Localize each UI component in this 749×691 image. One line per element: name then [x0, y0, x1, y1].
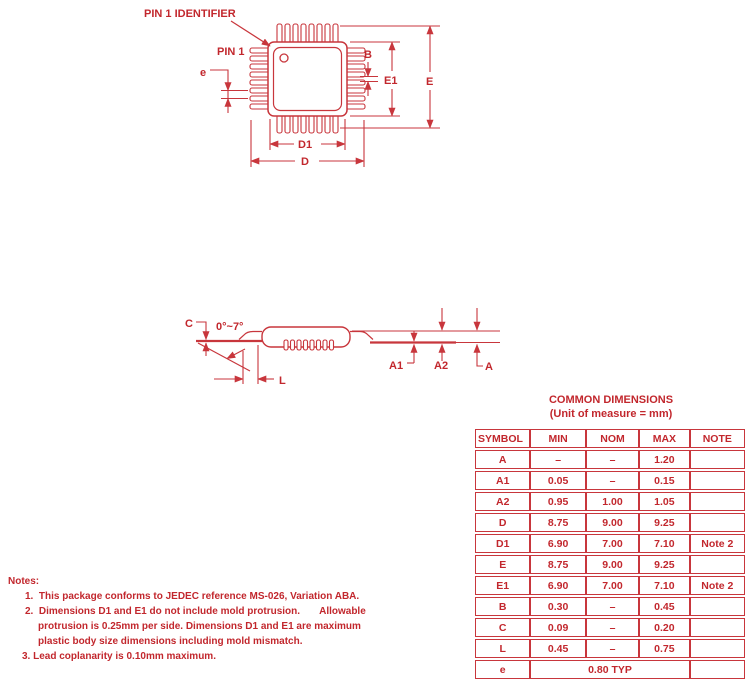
table-header-row — [475, 429, 745, 448]
package-body-outline — [268, 42, 347, 116]
cell-nom: – — [586, 450, 639, 469]
cell-symbol: E1 — [475, 576, 530, 595]
header-min: MIN — [530, 429, 585, 448]
cell-nom: 9.00 — [586, 555, 639, 574]
cell-symbol: A2 — [475, 492, 530, 511]
cell-min: 0.45 — [530, 639, 585, 658]
dimension-a-label: A — [485, 361, 493, 373]
pin1-identifier-dot — [280, 54, 288, 62]
dimension-a — [477, 308, 483, 366]
table-row — [475, 618, 745, 637]
cell-max: 7.10 — [639, 576, 689, 595]
notes-title: Notes: — [8, 576, 40, 587]
cell-nom: 7.00 — [586, 534, 639, 553]
cell-note: Note 2 — [690, 534, 745, 553]
cell-max: 9.25 — [639, 555, 689, 574]
cell-symbol: B — [475, 597, 530, 616]
cell-nom: 1.00 — [586, 492, 639, 511]
cell-max: 0.45 — [639, 597, 689, 616]
table-row — [475, 555, 745, 574]
dimension-e-label: e — [200, 67, 207, 79]
lead-angle-label: 0°~7° — [216, 321, 244, 333]
dimension-d1-label: D1 — [298, 139, 313, 151]
cell-nom: – — [586, 639, 639, 658]
cell-min: 8.75 — [530, 555, 585, 574]
table-row — [475, 576, 745, 595]
note-line: protrusion is 0.25mm per side. Dimensions D1 and E1 are maximum — [38, 621, 361, 632]
cell-symbol: A — [475, 450, 530, 469]
note-line: 3. Lead coplanarity is 0.10mm maximum. — [22, 651, 216, 662]
cell-nom: – — [586, 471, 639, 490]
dimension-l-label: L — [279, 375, 286, 387]
table-row — [475, 534, 745, 553]
pin1-identifier-arrow — [231, 21, 270, 46]
table-row — [475, 597, 745, 616]
dimension-a1-label: A1 — [389, 360, 404, 372]
header-max: MAX — [639, 429, 689, 448]
cell-note — [690, 660, 745, 679]
header-nom: NOM — [586, 429, 639, 448]
table-row — [475, 471, 745, 490]
cell-min: – — [530, 450, 585, 469]
cell-min: 8.75 — [530, 513, 585, 532]
table-row — [475, 513, 745, 532]
cell-note — [690, 597, 745, 616]
cell-nom: – — [586, 618, 639, 637]
dimension-b-label: B — [364, 49, 372, 61]
cell-max: 9.25 — [639, 513, 689, 532]
cell-symbol: L — [475, 639, 530, 658]
cell-nom: – — [586, 597, 639, 616]
dimension-E-label: E — [426, 76, 434, 88]
note-line: 2. Dimensions D1 and E1 do not include mold protrusion. Allowable — [25, 606, 366, 617]
dimension-e1-label: E1 — [384, 75, 398, 87]
cell-nom: 7.00 — [586, 576, 639, 595]
table-row — [475, 450, 745, 469]
cell-max: 0.20 — [639, 618, 689, 637]
dimension-c-label: C — [185, 318, 193, 330]
table-row — [475, 639, 745, 658]
cell-max: 0.15 — [639, 471, 689, 490]
cell-note: Note 2 — [690, 576, 745, 595]
dimension-e — [210, 70, 248, 113]
cell-note — [690, 618, 745, 637]
package-top-view-diagram — [130, 0, 450, 190]
cell-note — [690, 471, 745, 490]
table-row — [475, 492, 745, 511]
cell-symbol: E — [475, 555, 530, 574]
cell-min: 6.90 — [530, 576, 585, 595]
table-title: COMMON DIMENSIONS — [548, 394, 674, 406]
note-line: 1. This package conforms to JEDEC reference MS-026, Variation ABA. — [25, 591, 360, 602]
cell-symbol: A1 — [475, 471, 530, 490]
cell-min: 6.90 — [530, 534, 585, 553]
common-dimensions-table — [475, 427, 745, 681]
cell-symbol: D1 — [475, 534, 530, 553]
header-symbol: SYMBOL — [475, 429, 530, 448]
notes-block — [8, 574, 428, 664]
dimension-a2-label: A2 — [434, 360, 449, 372]
note-line: plastic body size dimensions including mold mismatch. — [38, 636, 303, 647]
cell-nom: 9.00 — [586, 513, 639, 532]
dimension-c — [196, 322, 206, 356]
table-subtitle: (Unit of measure = mm) — [549, 408, 673, 420]
cell-symbol: e — [475, 660, 530, 679]
cell-min: 0.30 — [530, 597, 585, 616]
cell-max: 1.05 — [639, 492, 689, 511]
header-note: NOTE — [690, 429, 745, 448]
dimension-l — [214, 345, 274, 384]
cell-symbol: C — [475, 618, 530, 637]
cell-note — [690, 492, 745, 511]
pin1-label: PIN 1 — [217, 46, 245, 58]
cell-note — [690, 513, 745, 532]
cell-note — [690, 639, 745, 658]
cell-max: 7.10 — [639, 534, 689, 553]
cell-symbol: D — [475, 513, 530, 532]
dimension-a1 — [407, 331, 414, 363]
package-side-view-diagram — [175, 293, 510, 393]
side-right-lead — [350, 331, 500, 343]
pin1-identifier-label: PIN 1 IDENTIFIER — [144, 8, 236, 20]
cell-pitch-value: 0.80 TYP — [530, 660, 689, 679]
dimension-d-label: D — [301, 156, 309, 168]
cell-note — [690, 555, 745, 574]
cell-note — [690, 450, 745, 469]
cell-min: 0.05 — [530, 471, 585, 490]
common-dimensions-block — [475, 393, 747, 681]
cell-min: 0.09 — [530, 618, 585, 637]
cell-max: 0.75 — [639, 639, 689, 658]
cell-min: 0.95 — [530, 492, 585, 511]
cell-max: 1.20 — [639, 450, 689, 469]
table-row-pitch — [475, 660, 745, 679]
